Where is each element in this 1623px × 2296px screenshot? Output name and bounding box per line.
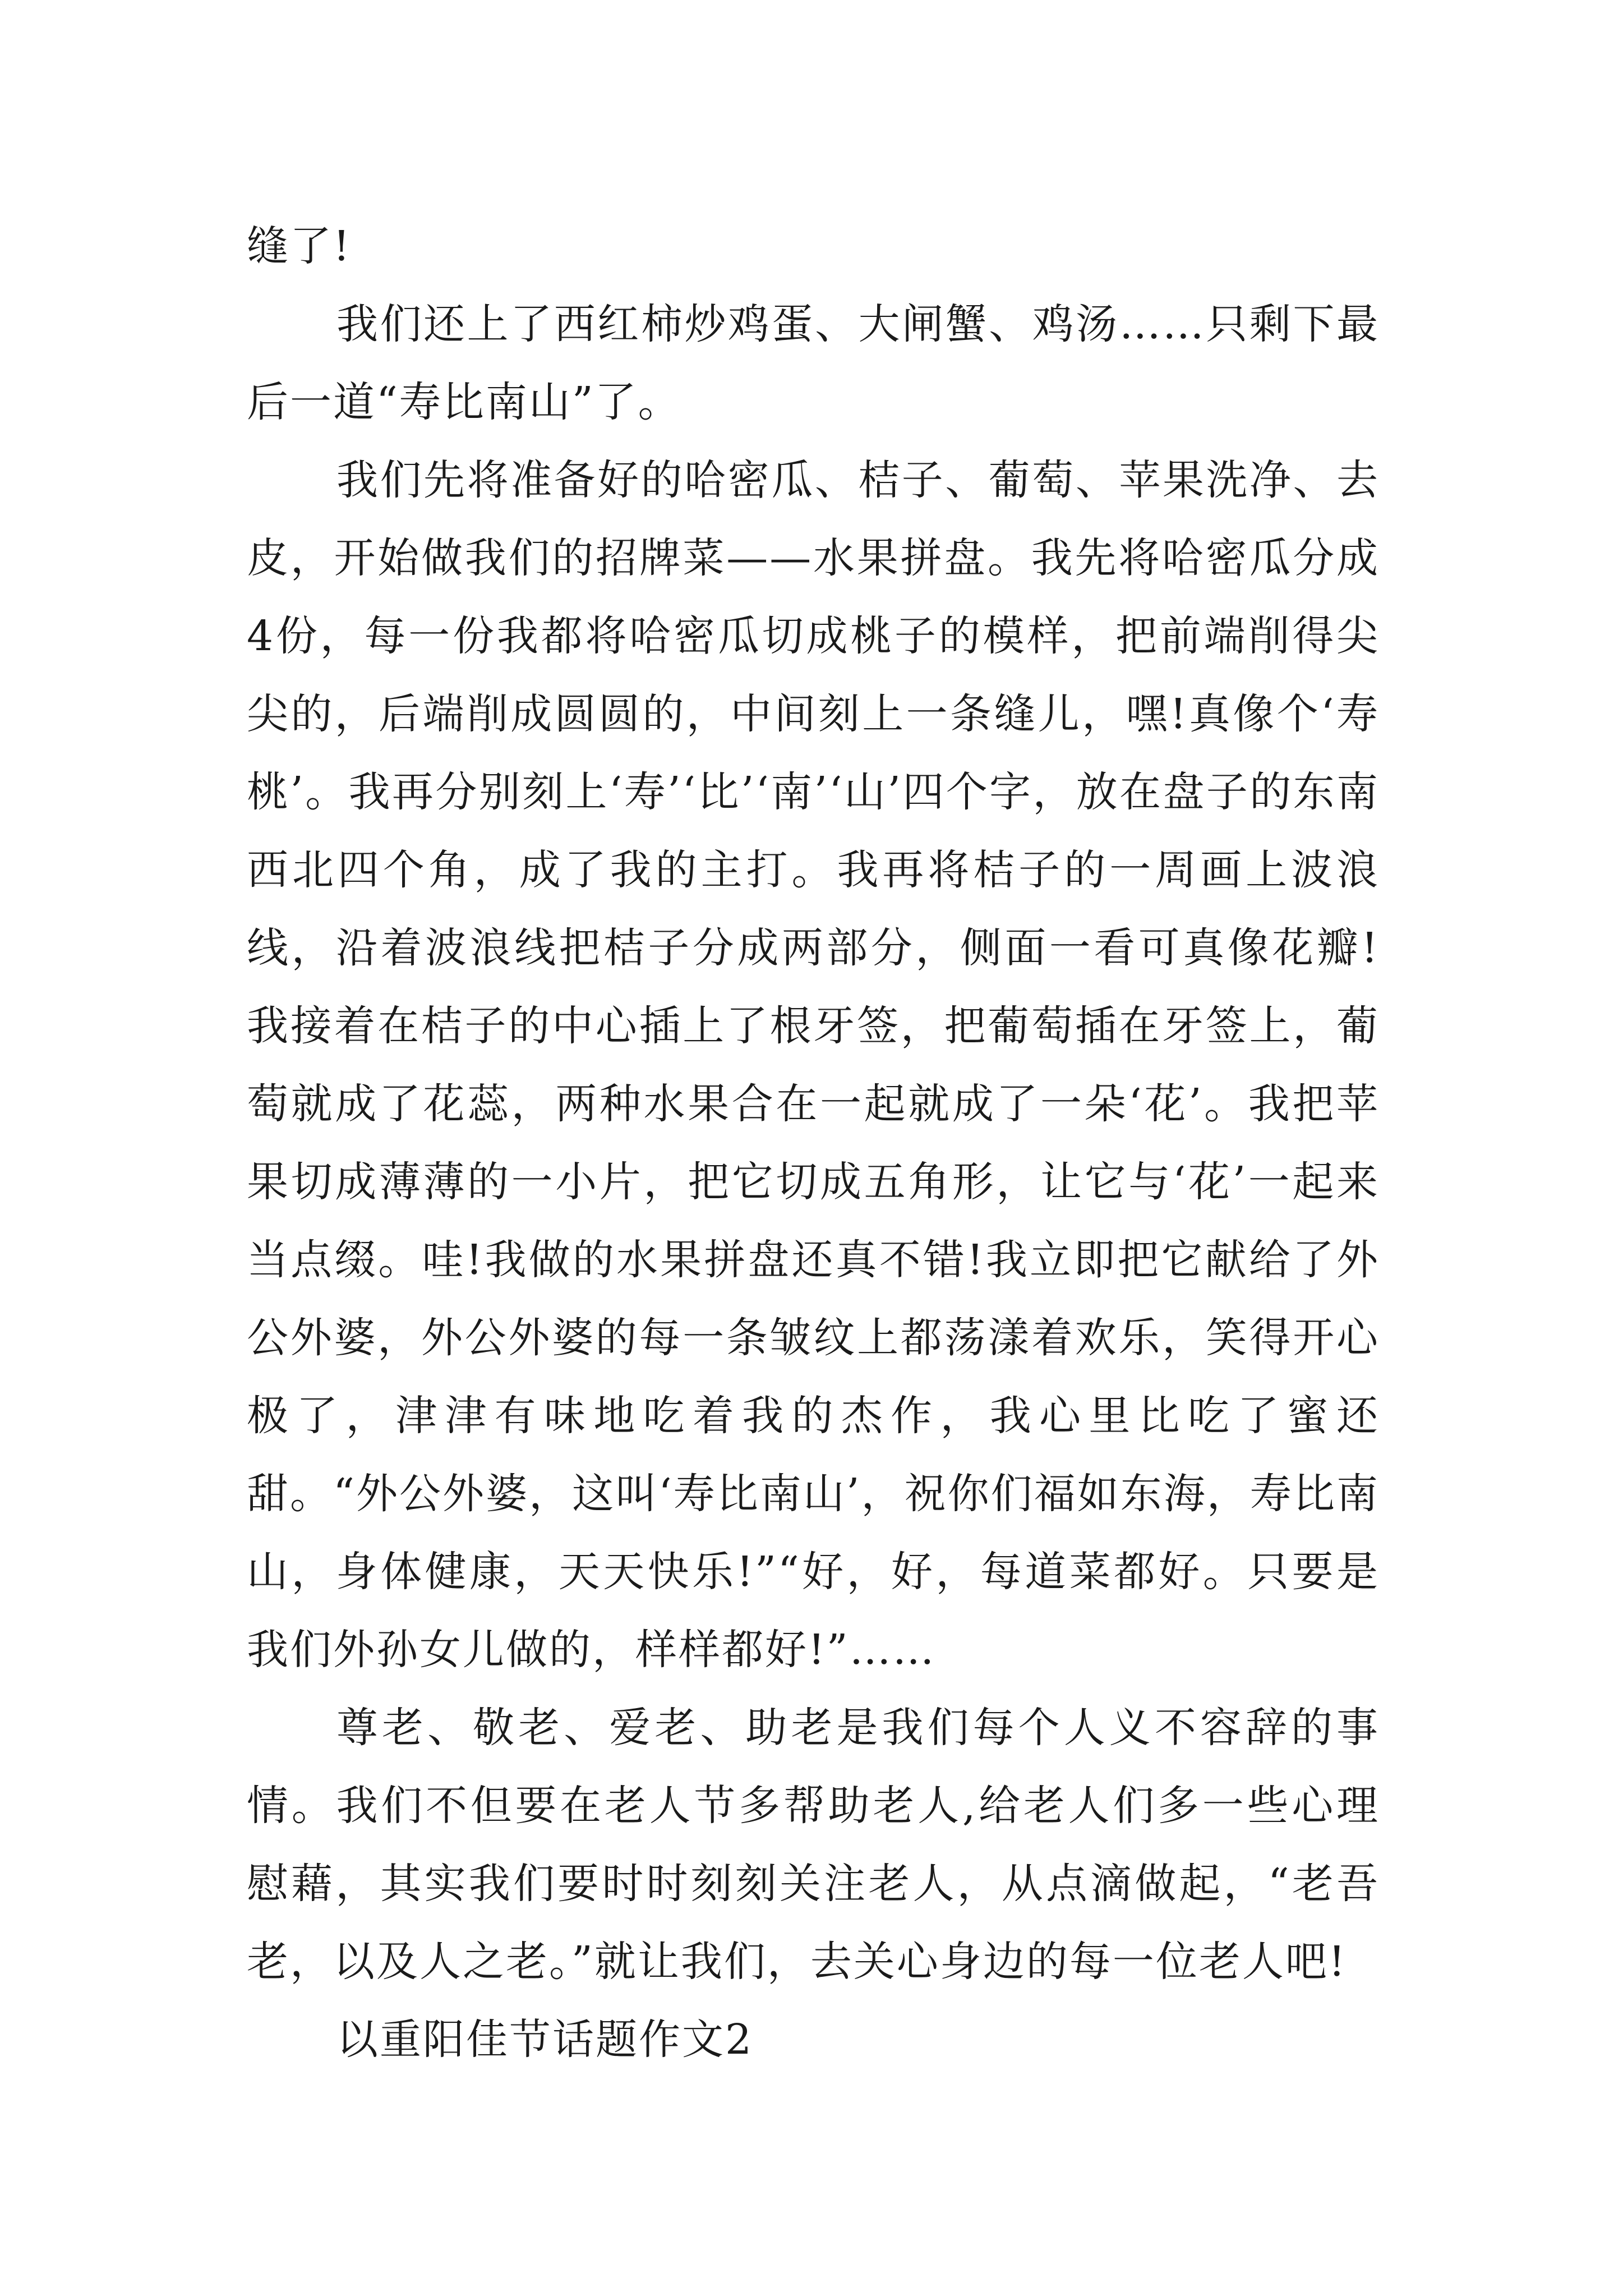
paragraph-fruit-platter: 我们先将准备好的哈密瓜、桔子、葡萄、苹果洗净、去皮，开始做我们的招牌菜——水果拼盘。我先将哈密瓜分成4份，每一份我都将哈密瓜切成桃子的模样，把前端削得尖尖的，后端削成圆圆的，中间刻上一条缝儿，嘿!真像个‘寿桃’。我再分别刻上‘寿’‘比’‘南’‘山’四个字，放在盘子的东南西北四个角，成了我的主打。我再将桔子的一周画上波浪线，沿着波浪线把桔子分成两部分，侧面一看可真像花瓣!我接着在桔子的中心插上了根牙签，把葡萄插在牙签上，葡萄就成了花蕊，两种水果合在一起就成了一朵‘花’。我把苹果切成薄薄的一小片，把它切成五角形，让它与‘花’一起来当点缀。哇!我做的水果拼盘还真不错!我立即把它献给了外公外婆，外公外婆的每一条皱纹上都荡漾着欢乐，笑得开心极了，津津有味地吃着我的杰作，我心里比吃了蜜还甜。“外公外婆，这叫‘寿比南山’，祝你们福如东海，寿比南山，身体健康，天天快乐!”“好，好，每道菜都好。只要是我们外孙女儿做的，样样都好!”…… [247,456,1380,1674]
next-essay-title: 以重阳佳节话题作文2 [336,2016,754,2064]
document-body [247,208,1380,2079]
paragraph-dishes: 我们还上了西红柿炒鸡蛋、大闸蟹、鸡汤……只剩下最后一道“寿比南山”了。 [247,300,1380,426]
paragraph-continuation: 缝了! [247,222,352,270]
paragraph-respect-elders: 尊老、敬老、爱老、助老是我们每个人义不容辞的事情。我们不但要在老人节多帮助老人,给老人们多一些心理慰藉，其实我们要时时刻刻关注老人，从点滴做起，“老吾老，以及人之老。”就让我们，去关心身边的每一位老人吧! [247,1704,1380,1986]
